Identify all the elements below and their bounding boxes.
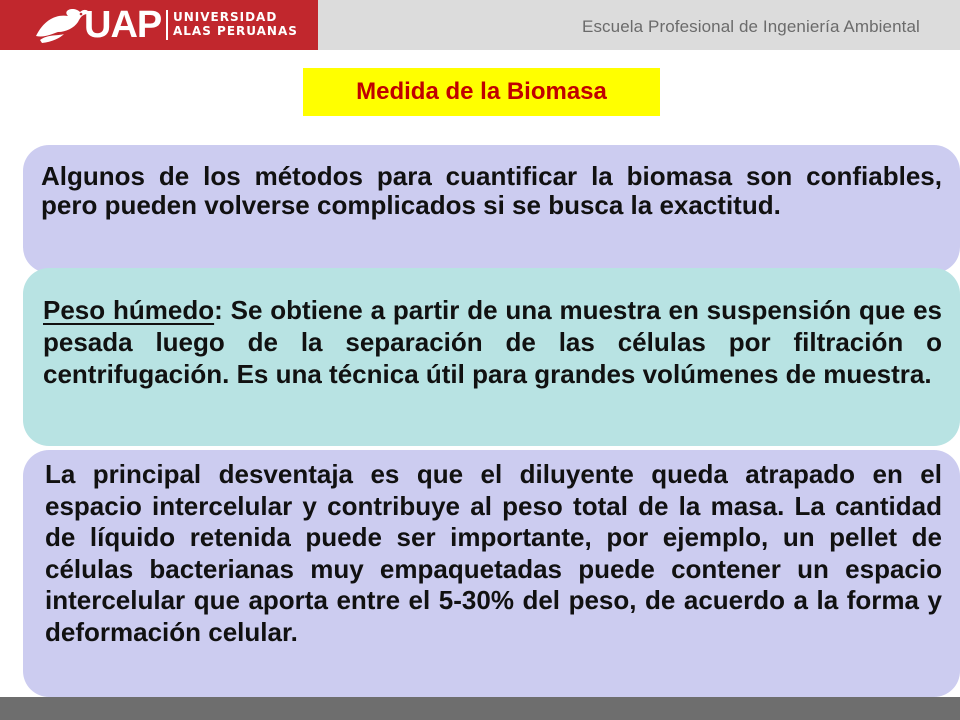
logo-university-line1: UNIVERSIDAD [173,10,278,24]
drawback-text: La principal desventaja es que el diluyente queda atrapado en el espacio intercelular y contribuye al peso total de la masa. La cantidad de líquido retenida puede ser importante, por ejemplo, un pellet de células bacterianas muy empaquetadas puede contener un espacio intercelular que aporta entre el 5-30% del peso, de acuerdo a la forma y deformación celular. [45,459,942,647]
logo-divider [166,10,168,40]
footer-bar [0,697,960,720]
slide-title: Medida de la Biomasa [303,68,660,116]
header-bar [0,0,960,50]
method-panel [23,268,960,446]
university-logo [0,0,318,50]
intro-text: Algunos de los métodos para cuantificar la biomasa son confiables, pero pueden volverse complicados si se busca la exactitud. [41,161,942,220]
condor-logo-icon [34,6,90,44]
method-term: Peso húmedo [43,295,215,325]
logo-uap-text: UAP [84,4,162,46]
method-description: : Se obtiene a partir de una muestra en suspensión que es pesada luego de la separación de las células por filtración o centrifugación. Es una técnica útil para grandes volúmenes de muestra. [43,295,942,389]
drawback-panel [23,450,960,697]
logo-university-line2: ALAS PERUANAS [173,24,298,38]
intro-panel [23,145,960,273]
method-paragraph [41,294,942,390]
school-name: Escuela Profesional de Ingeniería Ambiental [582,17,920,36]
